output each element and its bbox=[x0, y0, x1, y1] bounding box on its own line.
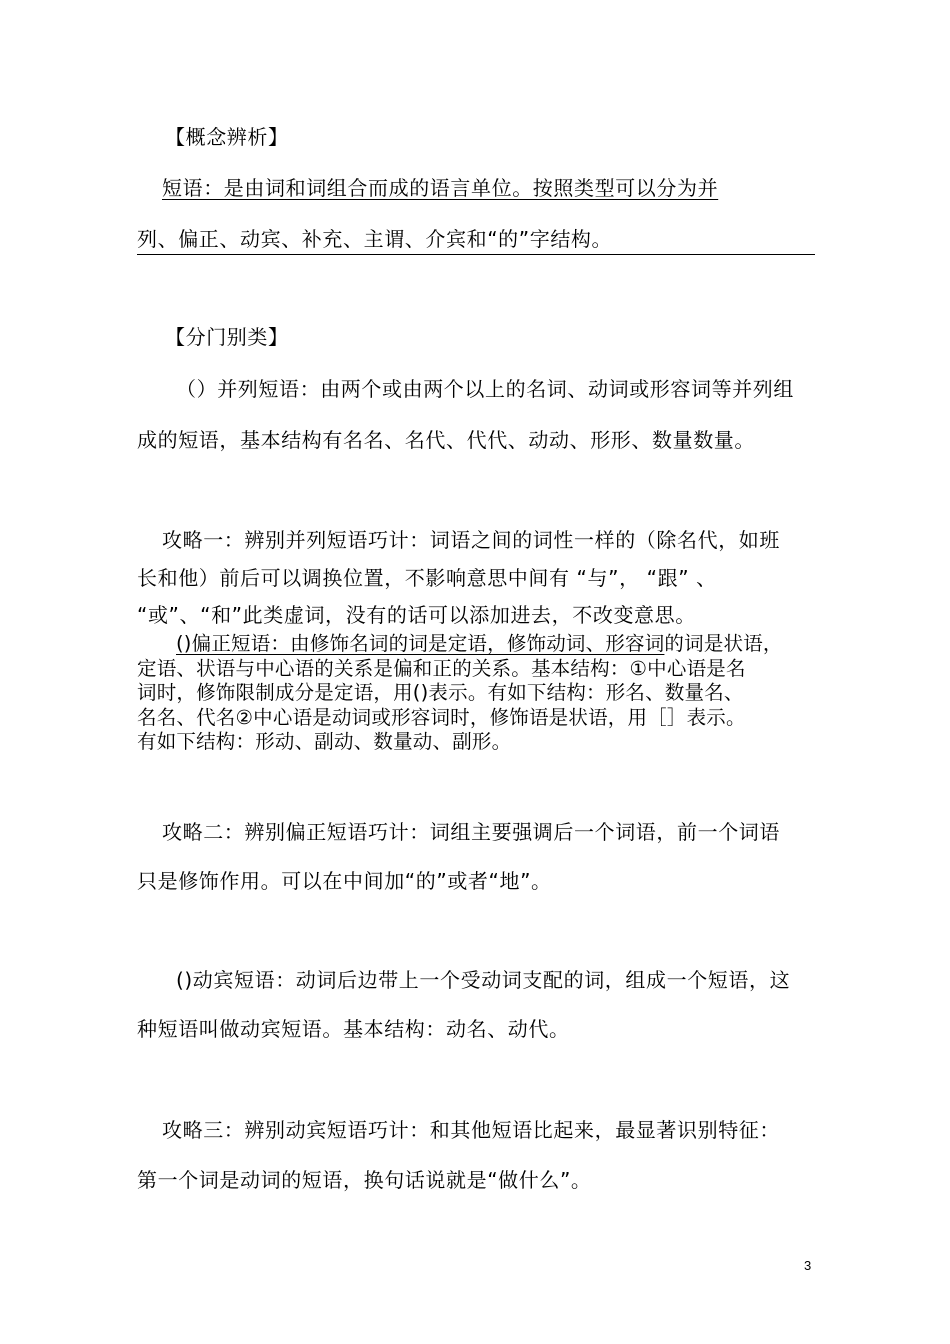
modifier-phrase-underlined: ()偏正短语：由修饰名词的词是定语，修饰动词、形容词 bbox=[176, 632, 665, 655]
category-heading: 【分门别类】 bbox=[165, 325, 289, 349]
modifier-phrase-line-2: 定语、状语与中心语的关系是偏和正的关系。基本结构：①中心语是名 bbox=[137, 657, 746, 680]
parallel-phrase-line-2: 成的短语，基本结构有名名、名代、代代、动动、形形、数量数量。 bbox=[137, 428, 755, 452]
concept-definition-line-1: 短语：是由词和词组合而成的语言单位。按照类型可以分为并 bbox=[162, 176, 719, 200]
section-divider bbox=[137, 254, 815, 255]
tip1-line-2: 长和他）前后可以调换位置，不影响意思中间有 “与”， “跟” 、 bbox=[137, 566, 717, 590]
tip2-line-1: 攻略二：辨别偏正短语巧计：词组主要强调后一个词语，前一个词语 bbox=[162, 820, 780, 844]
page-number: 3 bbox=[804, 1258, 812, 1273]
verb-object-line-1: ()动宾短语：动词后边带上一个受动词支配的词，组成一个短语，这 bbox=[176, 968, 791, 992]
parallel-phrase-line-1: （）并列短语：由两个或由两个以上的名词、动词或形容词等并列组 bbox=[176, 377, 794, 401]
tip2-line-2: 只是修饰作用。可以在中间加“的”或者“地”。 bbox=[137, 869, 552, 893]
modifier-phrase-line-4: 名名、代名②中心语是动词或形容词时，修饰语是状语，用［］表示。 bbox=[137, 706, 746, 729]
modifier-phrase-rest: 的词是状语， bbox=[664, 632, 783, 655]
modifier-phrase-line-3: 词时，修饰限制成分是定语，用()表示。有如下结构：形名、数量名、 bbox=[137, 681, 744, 704]
tip1-line-3: “或”、“和”此类虚词，没有的话可以添加进去，不改变意思。 bbox=[137, 603, 696, 627]
tip3-line-1: 攻略三：辨别动宾短语巧计：和其他短语比起来，最显著识别特征： bbox=[162, 1118, 780, 1142]
tip1-line-1: 攻略一：辨别并列短语巧计：词语之间的词性一样的（除名代，如班 bbox=[162, 528, 780, 552]
modifier-phrase-line-5: 有如下结构：形动、副动、数量动、副形。 bbox=[137, 730, 512, 753]
modifier-phrase-line-1 bbox=[176, 632, 783, 656]
verb-object-line-2: 种短语叫做动宾短语。基本结构：动名、动代。 bbox=[137, 1017, 570, 1041]
concept-definition-line-2: 列、偏正、动宾、补充、主谓、介宾和“的”字结构。 bbox=[137, 227, 613, 251]
tip3-line-2: 第一个词是动词的短语，换句话说就是“做什么”。 bbox=[137, 1168, 592, 1192]
concept-heading: 【概念辨析】 bbox=[165, 125, 289, 149]
